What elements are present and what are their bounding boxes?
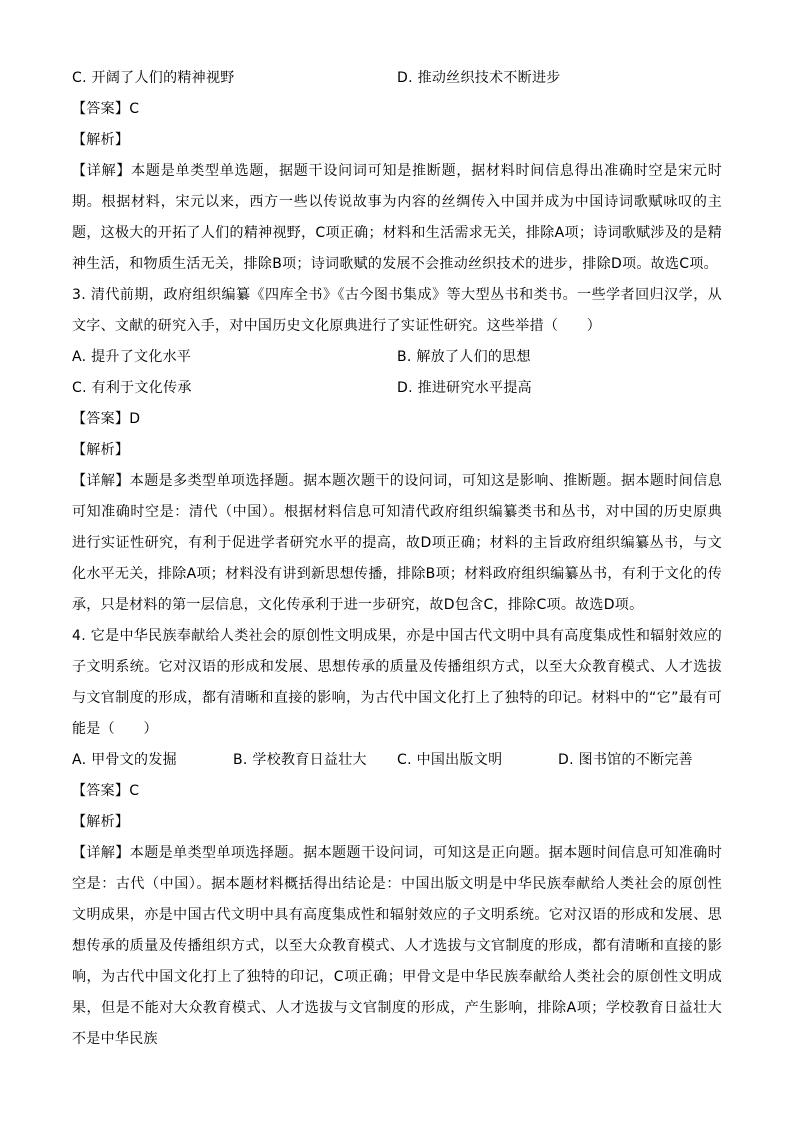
q4-analysis-heading: 【解析】 [72,814,130,830]
q3-detail: 【详解】本题是多类型单项选择题。据本题次题干的设问词，可知这是影响、推断题。据本题时间信息可知准确时空是：清代（中国）。根据材料信息可知清代政府组织编纂类书和丛书，对中国的历史原典进行实证性研究，有利于促进学者研究水平的提高，故D项正确；材料的主旨政府组织编纂丛书，与文化水平无关，排除A项；材料没有讲到新思想传播，排除B项；材料政府组织编纂丛书，有利于文化的传承，只是材料的第一层信息，文化传承利于进一步研究，故D包含C，排除C项。故选D项。 [72,473,722,613]
q2-options [72,63,722,94]
q3-option-b: B. 解放了人们的思想 [397,349,531,365]
q3-options-row2 [72,373,722,404]
q2-option-d: D. 推动丝织技术不断进步 [397,70,561,86]
q4-stem: 4. 它是中华民族奉献给人类社会的原创性文明成果，亦是中国古代文明中具有高度集成性和辐射效应的子文明系统。它对汉语的形成和发展、思想传承的质量及传播组织方式，以至大众教育模式、人才选拔与文官制度的形成，都有清晰和直接的影响，为古代中国文化打上了独特的印记。材料中的“它”最有可能是（ ） [72,628,722,737]
q3-stem: 3. 清代前期，政府组织编纂《四库全书》《古今图书集成》等大型丛书和类书。一些学者回归汉学，从文字、文献的研究入手，对中国历史文化原典进行了实证性研究。这些举措（ ） [72,287,722,334]
q3-analysis-heading: 【解析】 [72,442,130,458]
q3-answer: 【答案】D [72,411,141,427]
q4-option-b: B. 学校教育日益壮大 [233,752,367,768]
q2-analysis-heading: 【解析】 [72,132,130,148]
q4-option-d: D. 图书馆的不断完善 [558,752,693,768]
q2-detail: 【详解】本题是单类型单选题，据题干设问词可知是推断题，据材料时间信息得出准确时空是宋元时期。根据材料，宋元以来，西方一些以传说故事为内容的丝绸传入中国并成为中国诗词歌赋咏叹的主题，这极大的开拓了人们的精神视野，C项正确；材料和生活需求无关，排除A项；诗词歌赋涉及的是精神生活，和物质生活无关，排除B项；诗词歌赋的发展不会推动丝织技术的进步，排除D项。故选C项。 [72,163,722,272]
q4-option-a: A. 甲骨文的发掘 [72,752,177,768]
q2-answer: 【答案】C [72,101,140,117]
q3-option-c: C. 有利于文化传承 [72,380,192,396]
q4-options [72,745,722,776]
page-content [72,63,722,1055]
q3-options-row1 [72,342,722,373]
q3-option-a: A. 提升了文化水平 [72,349,192,365]
q3-option-d: D. 推进研究水平提高 [397,380,532,396]
q2-option-c: C. 开阔了人们的精神视野 [72,70,235,86]
q4-answer: 【答案】C [72,783,140,799]
q4-option-c: C. 中国出版文明 [397,752,503,768]
q4-detail: 【详解】本题是单类型单项选择题。据本题题干设问词，可知这是正向题。据本题时间信息可知准确时空是：古代（中国）。据本题材料概括得出结论是：中国出版文明是中华民族奉献给人类社会的原创性文明成果，亦是中国古代文明中具有高度集成性和辐射效应的子文明系统。它对汉语的形成和发展、思想传承的质量及传播组织方式，以至大众教育模式、人才选拔与文官制度的形成，都有清晰和直接的影响，为古代中国文化打上了独特的印记，C项正确；甲骨文是中华民族奉献给人类社会的原创性文明成果，但是不能对大众教育模式、人才选拔与文官制度的形成，产生影响，排除A项；学校教育日益壮大不是中华民族 [72,845,722,1047]
